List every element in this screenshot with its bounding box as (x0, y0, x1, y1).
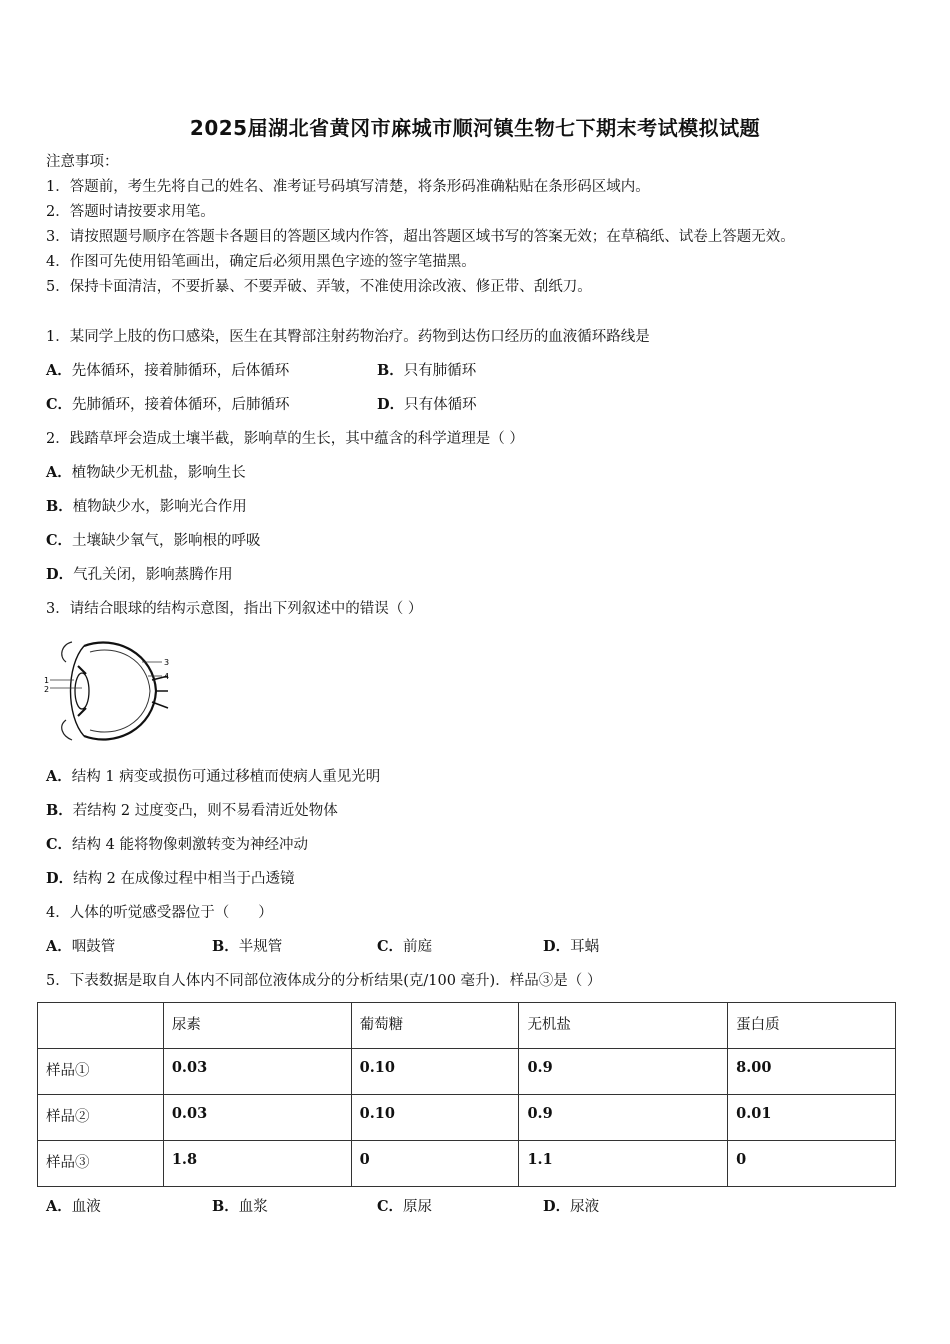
q5-stem: 5．下表数据是取自人体内不同部位液体成分的分析结果(克/100 毫升)．样品③是（ ） (46, 973, 602, 989)
q2-stem: 2．践踏草坪会造成土壤半截，影响草的生长，其中蕴含的科学道理是（ ） (46, 431, 524, 447)
q3-option-b-text: 若结构 2 过度变凸，则不易看清近处物体 (72, 803, 338, 819)
q5-option-b-text: 血浆 (238, 1199, 268, 1215)
table-row (38, 1049, 896, 1095)
table-header-cell: 尿素 (163, 1003, 351, 1049)
notice-item-1: 1．答题前，考生先将自己的姓名、准考证号码填写清楚，将条形码准确粘贴在条形码区域内。 (46, 179, 650, 195)
q1-option-d-letter: D． (377, 396, 405, 413)
table-cell: 0.10 (351, 1095, 519, 1141)
q5-option-c-text: 原尿 (403, 1199, 433, 1215)
q3-option-a-text: 结构 1 病变或损伤可通过移植而使病人重见光明 (71, 769, 381, 785)
q4-option-c-letter: C． (377, 938, 404, 955)
q5-option-c-letter: C． (377, 1198, 404, 1215)
table-cell: 1.8 (163, 1141, 351, 1187)
table-cell: 0.9 (519, 1049, 728, 1095)
q1-option-a[interactable] (46, 361, 289, 381)
q2-option-b[interactable] (46, 497, 247, 517)
page-title: 2025届湖北省黄冈市麻城市顺河镇生物七下期末考试模拟试题 (189, 116, 761, 140)
q2-option-d[interactable] (46, 565, 233, 585)
table-cell: 0 (728, 1141, 896, 1187)
q3-option-a-letter: A． (46, 768, 72, 785)
q5-option-d-letter: D． (543, 1198, 571, 1215)
q1-option-a-text: 先体循环，接着肺循环，后体循环 (71, 363, 290, 379)
table-cell: 1.1 (519, 1141, 728, 1187)
upper-eyelid (62, 642, 72, 662)
q2-option-c-letter: C． (46, 532, 73, 549)
eyeball-diagram (44, 636, 174, 746)
table-cell: 0.03 (163, 1095, 351, 1141)
q5-option-b-letter: B． (212, 1198, 239, 1215)
q1-option-b-text: 只有肺循环 (403, 363, 477, 379)
q2-option-d-text: 气孔关闭，影响蒸腾作用 (73, 567, 233, 583)
q5-option-c[interactable] (377, 1197, 432, 1217)
q3-option-d[interactable] (46, 869, 295, 889)
notice-item-4: 4．作图可先使用铅笔画出，确定后必须用黑色字迹的签字笔描黑。 (46, 254, 476, 270)
notice-item-3: 3．请按照题号顺序在答题卡各题目的答题区域内作答，超出答题区域书写的答案无效；在草稿纸、试卷上答题无效。 (46, 229, 795, 245)
q4-option-b-text: 半规管 (238, 939, 283, 955)
diagram-label-4: 4 (164, 672, 170, 681)
q4-option-c-text: 前庭 (403, 939, 433, 955)
q2-option-b-text: 植物缺少水，影响光合作用 (72, 499, 247, 515)
q3-option-c-letter: C． (46, 836, 73, 853)
table-row (38, 1141, 896, 1187)
table-header-row (38, 1003, 896, 1049)
q4-option-b[interactable] (212, 937, 282, 957)
table-cell: 0.10 (351, 1049, 519, 1095)
q2-option-b-letter: B． (46, 498, 73, 515)
q5-option-a[interactable] (46, 1197, 101, 1217)
q1-option-d[interactable] (377, 395, 477, 415)
table-cell: 样品③ (38, 1141, 164, 1187)
q4-option-c[interactable] (377, 937, 432, 957)
q2-option-c-text: 土壤缺少氧气，影响根的呼吸 (72, 533, 261, 549)
sclera (84, 643, 156, 740)
table-cell: 0.9 (519, 1095, 728, 1141)
diagram-label-1: 1 (44, 676, 50, 685)
table-cell: 8.00 (728, 1049, 896, 1095)
q2-option-a-letter: A． (46, 464, 72, 481)
table-header-cell (38, 1003, 164, 1049)
table-header-cell: 蛋白质 (728, 1003, 896, 1049)
notice-item-2: 2．答题时请按要求用笔。 (46, 204, 215, 220)
q3-option-c[interactable] (46, 835, 308, 855)
table-header-cell: 葡萄糖 (351, 1003, 519, 1049)
q4-option-b-letter: B． (212, 938, 239, 955)
table-row (38, 1095, 896, 1141)
q1-option-c-text: 先肺循环，接着体循环，后肺循环 (72, 397, 290, 413)
q5-option-b[interactable] (212, 1197, 268, 1217)
composition-table (37, 1002, 896, 1187)
table-cell: 0 (351, 1141, 519, 1187)
notice-heading: 注意事项： (46, 154, 119, 170)
q5-option-d-text: 尿液 (570, 1199, 600, 1215)
q3-option-c-text: 结构 4 能将物像刺激转变为神经冲动 (72, 837, 308, 853)
q4-option-a[interactable] (46, 937, 115, 957)
q1-option-c[interactable] (46, 395, 290, 415)
q3-option-d-letter: D． (46, 870, 74, 887)
q3-stem: 3．请结合眼球的结构示意图，指出下列叙述中的错误（ ） (46, 601, 423, 617)
retina (90, 650, 150, 732)
q4-option-a-text: 咽鼓管 (71, 939, 116, 955)
table-cell: 样品① (38, 1049, 164, 1095)
table-cell: 0.01 (728, 1095, 896, 1141)
q3-option-d-text: 结构 2 在成像过程中相当于凸透镜 (73, 871, 295, 887)
q4-option-d[interactable] (543, 937, 599, 957)
q2-option-c[interactable] (46, 531, 261, 551)
diagram-label-2: 2 (44, 685, 50, 694)
q2-option-d-letter: D． (46, 566, 74, 583)
q3-option-a[interactable] (46, 767, 380, 787)
q1-option-a-letter: A． (46, 362, 72, 379)
q1-stem: 1．某同学上肢的伤口感染，医生在其臀部注射药物治疗。药物到达伤口经历的血液循环路线是 (46, 329, 650, 345)
q2-option-a-text: 植物缺少无机盐，影响生长 (71, 465, 246, 481)
lower-eyelid (62, 720, 72, 740)
q4-option-d-letter: D． (543, 938, 571, 955)
diagram-label-3: 3 (164, 658, 170, 667)
q1-option-c-letter: C． (46, 396, 73, 413)
q4-option-d-text: 耳蜗 (570, 939, 600, 955)
q4-option-a-letter: A． (46, 938, 72, 955)
q3-option-b-letter: B． (46, 802, 73, 819)
table-cell: 0.03 (163, 1049, 351, 1095)
q1-option-b[interactable] (377, 361, 476, 381)
lens (75, 673, 89, 709)
cornea (71, 646, 85, 736)
table-cell: 样品② (38, 1095, 164, 1141)
q5-option-d[interactable] (543, 1197, 599, 1217)
q1-option-d-text: 只有体循环 (404, 397, 477, 413)
notice-item-5: 5．保持卡面清洁，不要折暴、不要弄破、弄皱，不准使用涂改液、修正带、刮纸刀。 (46, 279, 592, 295)
table-header-cell: 无机盐 (519, 1003, 728, 1049)
q5-option-a-letter: A． (46, 1198, 72, 1215)
q5-option-a-text: 血液 (71, 1199, 101, 1215)
q4-stem: 4．人体的听觉感受器位于（ ） (46, 905, 273, 921)
q3-option-b[interactable] (46, 801, 338, 821)
q1-option-b-letter: B． (377, 362, 404, 379)
q2-option-a[interactable] (46, 463, 246, 483)
